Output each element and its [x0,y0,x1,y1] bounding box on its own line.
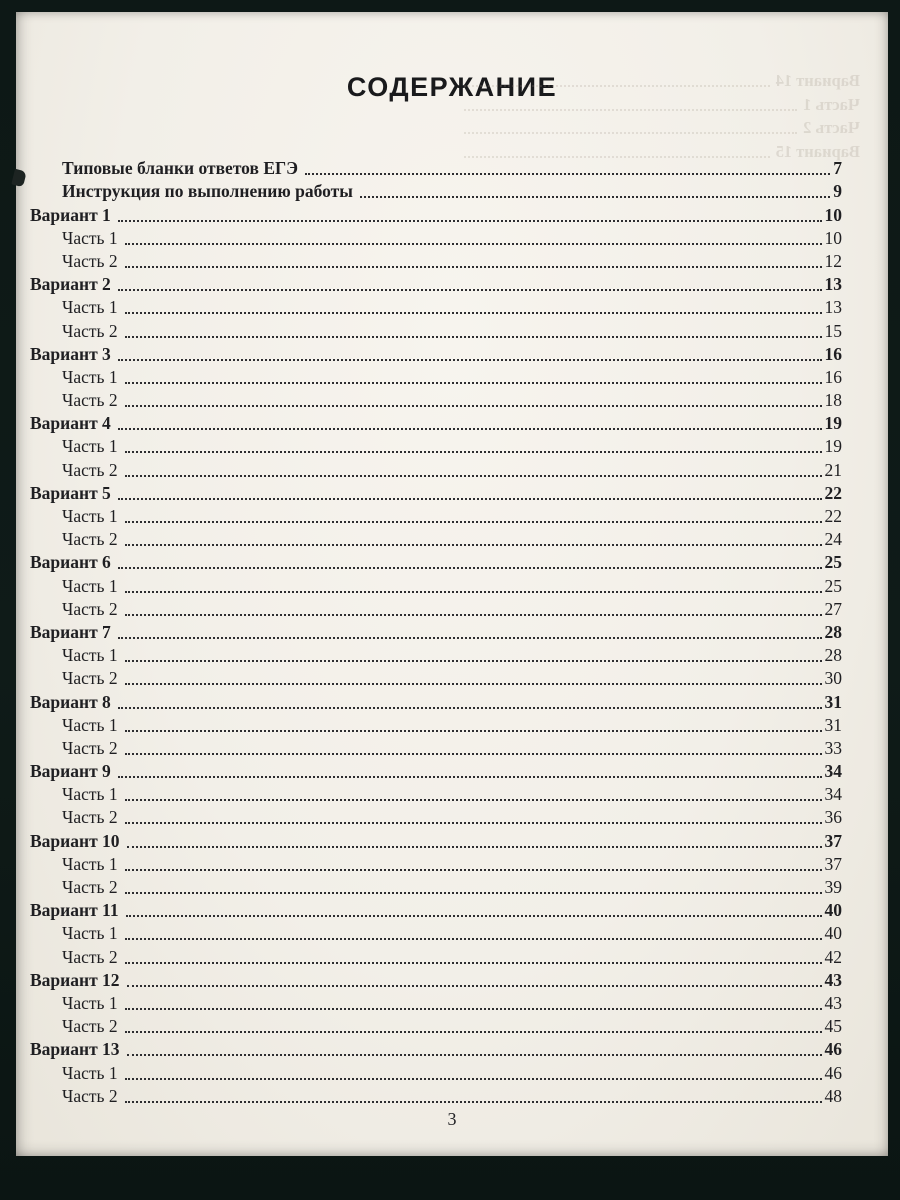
toc-entry-label: Часть 1 [62,436,118,457]
toc-entry-page: 13 [824,297,842,318]
toc-entry [16,249,842,272]
dot-leader [118,776,822,778]
toc-entry [16,318,842,341]
dot-leader [125,799,822,801]
toc-entry-page: 39 [824,877,842,897]
toc-entry-page: 28 [824,621,842,642]
dot-leader [305,173,830,175]
toc-entry [16,597,842,620]
toc-entry [16,666,842,689]
toc-entry-page: 48 [824,1085,842,1106]
toc-entry [16,689,842,712]
page-number: 3 [447,1109,457,1129]
dot-leader [118,498,822,500]
toc-entry [16,852,842,875]
dot-leader [125,312,822,314]
toc-entry [16,875,842,898]
dot-leader [125,753,822,755]
toc-entry-label: Часть 2 [62,877,118,897]
dot-leader [118,359,822,361]
dot-leader [127,846,822,848]
dot-leader [125,451,822,453]
toc-entry-page: 25 [824,575,842,596]
toc-entry [16,828,842,851]
dot-leader [118,289,822,291]
toc-entry-label: Часть 2 [62,668,118,689]
dot-leader [125,869,822,871]
toc-entry [16,434,842,457]
toc-entry [16,805,842,828]
bleedthrough-line: Вариант 15 [460,138,860,161]
dot-leader [125,382,822,384]
dot-leader [125,544,822,546]
toc-entry [16,179,842,202]
toc-entry [16,481,842,504]
toc-entry-page: 24 [824,529,842,550]
toc-entry-page: 31 [824,714,842,735]
toc-entry-label: Часть 2 [62,946,118,967]
toc-entry-label: Часть 2 [62,320,118,341]
toc-entry-label: Типовые бланки ответов ЕГЭ [62,158,298,179]
toc-entry [16,550,842,573]
toc-entry-label: Часть 2 [62,1085,118,1106]
dot-leader [125,660,822,662]
toc-entry [16,295,842,318]
toc-entry-page: 22 [824,506,842,526]
toc-entry-page: 45 [824,1016,842,1037]
toc-entry-page: 7 [833,158,842,179]
dot-leader [125,266,822,268]
toc-entry [16,388,842,411]
toc-entry-label: Вариант 13 [30,1039,120,1060]
toc-entry-label: Вариант 8 [30,691,111,712]
dot-leader [125,822,822,824]
toc-entry [16,643,842,666]
dot-leader [125,730,822,732]
dot-leader [125,962,822,964]
dot-leader [125,1101,822,1103]
dot-leader [127,985,822,987]
toc-entry-label: Часть 2 [62,737,118,758]
toc-entry [16,736,842,759]
toc-entry-label: Часть 1 [62,506,118,526]
dot-leader [125,1031,822,1033]
toc-list [16,156,888,1107]
dot-leader [118,428,822,430]
toc-entry-page: 40 [824,900,842,921]
toc-entry-label: Часть 2 [62,1016,118,1037]
book-page [16,12,888,1156]
toc-entry-page: 37 [824,830,842,851]
bleedthrough-line: Вариант 14 [460,68,860,91]
dot-leader [125,475,822,477]
toc-entry-label: Часть 2 [62,390,118,411]
toc-entry-page: 37 [824,853,842,874]
page-title: СОДЕРЖАНИЕ [346,72,558,102]
toc-entry-page: 27 [824,598,842,619]
toc-entry [16,527,842,550]
toc-entry-label: Вариант 2 [30,274,111,295]
dot-leader [125,336,822,338]
toc-entry-label: Часть 1 [62,227,118,248]
dot-leader [125,243,822,245]
toc-entry [16,991,842,1014]
toc-entry-label: Часть 1 [62,923,118,944]
dot-leader [118,637,822,639]
toc-entry-page: 16 [824,343,842,364]
toc-entry [16,620,842,643]
toc-entry-page: 34 [824,784,842,805]
toc-entry-page: 13 [824,274,842,295]
dot-leader [360,196,830,198]
toc-entry-label: Часть 1 [62,645,118,666]
toc-entry-page: 9 [833,181,842,202]
toc-entry [16,759,842,782]
toc-entry-label: Часть 1 [62,297,118,318]
dot-leader [125,892,822,894]
toc-entry-page: 22 [824,482,842,503]
dot-leader [125,521,822,523]
dot-leader [118,707,822,709]
toc-entry-label: Вариант 5 [30,482,111,503]
toc-entry-page: 25 [824,552,842,573]
toc-entry [16,226,842,249]
toc-entry-label: Вариант 7 [30,621,111,642]
toc-entry-page: 46 [824,1039,842,1060]
toc-entry-page: 10 [824,204,842,225]
toc-entry-page: 28 [824,645,842,666]
dot-leader [118,567,822,569]
dot-leader [127,1054,822,1056]
toc-entry [16,713,842,736]
dot-leader [126,915,822,917]
toc-entry-page: 21 [824,459,842,480]
toc-entry-page: 16 [824,366,842,387]
bleedthrough-line: Часть 1 [460,91,860,114]
toc-entry-page: 33 [824,737,842,758]
toc-entry-page: 12 [824,250,842,271]
toc-entry-page: 43 [824,969,842,990]
toc-entry-page: 31 [824,691,842,712]
toc-entry-page: 34 [824,761,842,782]
toc-entry [16,156,842,179]
toc-entry [16,921,842,944]
toc-entry-label: Часть 1 [62,366,118,387]
dot-leader [125,1008,822,1010]
toc-entry-label: Вариант 12 [30,969,120,990]
dot-leader [125,614,822,616]
toc-entry-page: 40 [824,923,842,944]
toc-entry-label: Часть 1 [62,714,118,735]
toc-entry-label: Часть 2 [62,529,118,550]
toc-entry [16,504,842,527]
toc-entry-label: Инструкция по выполнению работы [62,181,353,202]
toc-entry-label: Часть 1 [62,853,118,874]
toc-entry [16,968,842,991]
toc-entry-label: Вариант 11 [30,900,119,921]
toc-entry-page: 18 [824,390,842,411]
toc-entry-page: 42 [824,946,842,967]
toc-entry [16,1037,842,1060]
toc-entry-label: Вариант 6 [30,552,111,573]
toc-entry-page: 19 [824,436,842,457]
dot-leader [125,938,822,940]
toc-entry [16,272,842,295]
toc-entry [16,898,842,921]
toc-entry-page: 43 [824,992,842,1013]
dot-leader [125,1078,822,1080]
dot-leader [125,405,822,407]
toc-entry-label: Часть 1 [62,784,118,805]
toc-entry-page: 15 [824,320,842,341]
dot-leader [118,220,822,222]
toc-entry-label: Вариант 4 [30,413,111,434]
toc-entry [16,457,842,480]
toc-entry-label: Вариант 9 [30,761,111,782]
toc-entry-page: 36 [824,807,842,828]
toc-entry-label: Вариант 10 [30,830,120,851]
toc-entry-page: 46 [824,1062,842,1083]
toc-entry [16,342,842,365]
toc-entry-page: 10 [824,227,842,248]
toc-entry [16,944,842,967]
toc-entry [16,411,842,434]
toc-entry-label: Часть 1 [62,992,118,1013]
toc-entry-label: Часть 2 [62,250,118,271]
toc-entry-label: Часть 1 [62,575,118,596]
toc-entry [16,782,842,805]
dot-leader [125,591,822,593]
toc-entry-label: Вариант 3 [30,343,111,364]
toc-entry-label: Вариант 1 [30,204,111,225]
toc-entry [16,202,842,225]
dot-leader [125,683,822,685]
toc-entry-page: 30 [824,668,842,689]
toc-entry-label: Часть 2 [62,807,118,828]
toc-entry [16,1084,842,1107]
toc-entry [16,1014,842,1037]
toc-entry [16,365,842,388]
toc-entry [16,573,842,596]
toc-entry [16,1060,842,1083]
toc-entry-page: 19 [824,413,842,434]
toc-entry-label: Часть 2 [62,598,118,619]
toc-entry-label: Часть 1 [62,1062,118,1083]
toc-entry-label: Часть 2 [62,459,118,480]
bleedthrough-line: Часть 2 [460,115,860,138]
